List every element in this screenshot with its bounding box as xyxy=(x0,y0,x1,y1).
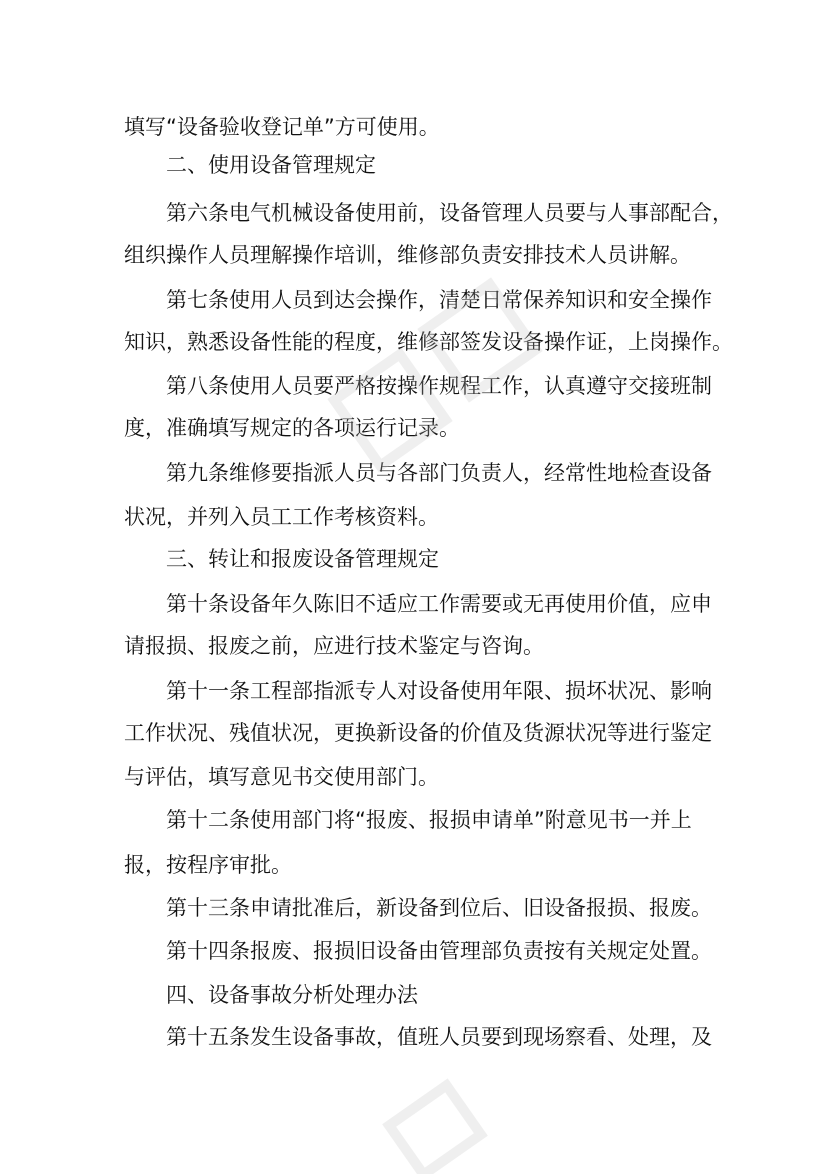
paragraph-line: 与评估，填写意见书交使用部门。 xyxy=(124,765,439,789)
paragraph-line: 第十二条使用部门将“报废、报损申请单”附意见书一并上 xyxy=(166,808,692,832)
paragraph-line: 报，按程序审批。 xyxy=(124,853,292,877)
paragraph-line: 第十五条发生设备事故，值班人员要到现场察看、处理，及 xyxy=(166,1025,712,1049)
paragraph-line: 度，准确填写规定的各项运行记录。 xyxy=(124,416,460,440)
paragraph-line: 第十四条报废、报损旧设备由管理部负责按有关规定处置。 xyxy=(166,939,712,963)
paragraph-line: 第九条维修要指派人员与各部门负责人，经常性地检查设备 xyxy=(166,461,712,485)
paragraph-line: 组织操作人员理解操作培训，维修部负责安排技术人员讲解。 xyxy=(124,243,691,267)
paragraph-line: 第十三条申请批准后，新设备到位后、旧设备报损、报废。 xyxy=(166,896,712,920)
paragraph-line: 第六条电气机械设备使用前，设备管理人员要与人事部配合， xyxy=(166,201,733,225)
paragraph-line: 第八条使用人员要严格按操作规程工作，认真遵守交接班制 xyxy=(166,374,712,398)
section-heading: 二、使用设备管理规定 xyxy=(166,153,376,177)
paragraph-line: 第十条设备年久陈旧不适应工作需要或无再使用价值，应申 xyxy=(166,592,712,616)
paragraph-line: 请报损、报废之前，应进行技术鉴定与咨询。 xyxy=(124,634,544,658)
section-heading: 四、设备事故分析处理办法 xyxy=(166,983,418,1007)
paragraph-line: 知识，熟悉设备性能的程度，维修部签发设备操作证，上岗操作。 xyxy=(124,330,733,354)
section-heading: 三、转让和报废设备管理规定 xyxy=(166,547,439,571)
paragraph-line: 状况，并列入员工工作考核资料。 xyxy=(124,505,439,529)
paragraph-line: 第十一条工程部指派专人对设备使用年限、损坏状况、影响 xyxy=(166,679,712,703)
paragraph-line: 工作状况、残值状况，更换新设备的价值及货源状况等进行鉴定 xyxy=(124,721,712,745)
paragraph-line: 填写“设备验收登记单”方可使用。 xyxy=(124,115,440,139)
paragraph-line: 第七条使用人员到达会操作，清楚日常保养知识和安全操作 xyxy=(166,288,712,312)
